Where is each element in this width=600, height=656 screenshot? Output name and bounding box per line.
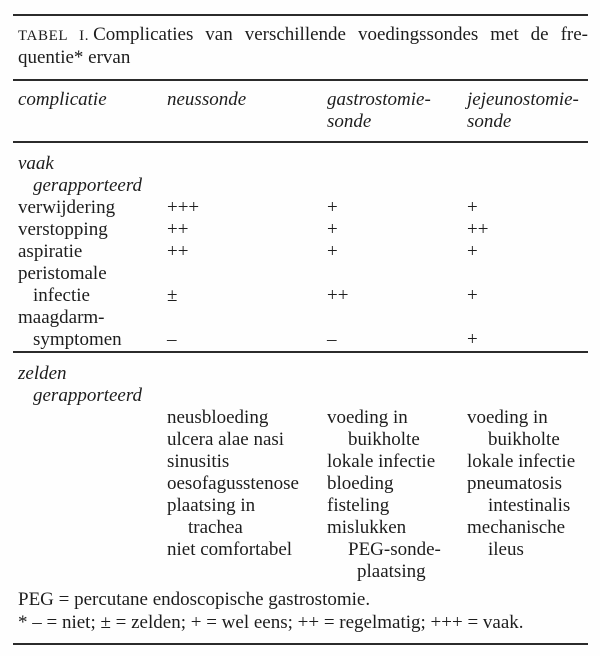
cell-complicatie bbox=[18, 429, 167, 451]
table-row bbox=[13, 307, 588, 329]
table-row bbox=[13, 495, 588, 517]
section-heading-line: vaak bbox=[18, 153, 54, 174]
cell-complicatie bbox=[18, 539, 167, 561]
section-vaak-gerapporteerd bbox=[13, 153, 588, 351]
cell-neussonde: ++ bbox=[167, 241, 189, 262]
rule-below-caption bbox=[13, 79, 588, 81]
cell-neussonde: trachea bbox=[188, 517, 243, 538]
table-header-row bbox=[13, 89, 588, 133]
cell-neussonde: sinusitis bbox=[167, 451, 230, 472]
caption-text: Complicaties van verschillende voedingssondes met de fre- bbox=[93, 24, 588, 45]
cell-neussonde: ± bbox=[167, 285, 178, 306]
cell-gastrostomiesonde: voeding in bbox=[327, 407, 408, 428]
cell-gastrostomiesonde: + bbox=[327, 197, 338, 218]
caption-line-2: quentie* ervan bbox=[18, 47, 131, 68]
section-heading bbox=[13, 153, 588, 197]
table-row bbox=[13, 329, 588, 351]
cell-neussonde: oesofagusstenose bbox=[167, 473, 299, 494]
cell-complicatie: verwijdering bbox=[18, 197, 116, 218]
cell-gastrostomiesonde bbox=[327, 263, 467, 285]
cell-gastrostomiesonde: ++ bbox=[327, 285, 349, 306]
cell-neussonde: plaatsing in bbox=[167, 495, 256, 516]
col-header-complicatie: complicatie bbox=[18, 89, 107, 110]
cell-neussonde bbox=[167, 263, 327, 285]
cell-gastrostomiesonde: + bbox=[327, 219, 338, 240]
table-footnotes bbox=[13, 588, 588, 634]
cell-complicatie bbox=[18, 407, 167, 429]
table-caption bbox=[13, 24, 588, 69]
cell-gastrostomiesonde: bloeding bbox=[327, 473, 394, 494]
cell-neussonde: niet comfortabel bbox=[167, 539, 293, 560]
table-row bbox=[13, 429, 588, 451]
cell-complicatie: symptomen bbox=[33, 329, 122, 350]
cell-complicatie bbox=[18, 561, 167, 583]
section-heading-line: zelden bbox=[18, 363, 67, 384]
cell-gastrostomiesonde: – bbox=[327, 329, 337, 350]
cell-complicatie: verstopping bbox=[18, 219, 108, 240]
cell-complicatie: maagdarm- bbox=[18, 307, 105, 328]
cell-gastrostomiesonde: buikholte bbox=[348, 429, 420, 450]
table-row bbox=[13, 473, 588, 495]
caption-line-1 bbox=[18, 24, 588, 47]
table-row bbox=[13, 451, 588, 473]
cell-jejeunostomiesonde: + bbox=[467, 197, 478, 218]
cell-gastrostomiesonde: lokale infectie bbox=[327, 451, 436, 472]
cell-jejeunostomiesonde: ileus bbox=[488, 539, 524, 560]
rule-bottom bbox=[13, 643, 588, 645]
cell-jejeunostomiesonde bbox=[467, 561, 588, 583]
table-row bbox=[13, 263, 588, 285]
footnote-symbol-legend: * – = niet; ± = zelden; + = wel eens; ++ = regelmatig; +++ = vaak. bbox=[18, 612, 524, 633]
table-row bbox=[13, 241, 588, 263]
cell-neussonde: neusbloeding bbox=[167, 407, 269, 428]
cell-complicatie: infectie bbox=[33, 285, 90, 306]
table-row bbox=[13, 407, 588, 429]
section-heading bbox=[13, 363, 588, 407]
rule-below-header bbox=[13, 141, 588, 143]
cell-neussonde bbox=[167, 307, 327, 329]
cell-complicatie bbox=[18, 517, 167, 539]
cell-jejeunostomiesonde: lokale infectie bbox=[467, 451, 576, 472]
cell-complicatie bbox=[18, 473, 167, 495]
cell-jejeunostomiesonde: + bbox=[467, 285, 478, 306]
cell-jejeunostomiesonde bbox=[467, 263, 588, 285]
section-zelden-gerapporteerd bbox=[13, 363, 588, 583]
cell-gastrostomiesonde: PEG-sonde- bbox=[348, 539, 441, 560]
table-row bbox=[13, 285, 588, 307]
cell-gastrostomiesonde: plaatsing bbox=[357, 561, 426, 582]
cell-gastrostomiesonde: mislukken bbox=[327, 517, 407, 538]
cell-complicatie: aspiratie bbox=[18, 241, 83, 262]
col-header-neussonde: neussonde bbox=[167, 89, 247, 110]
cell-neussonde: – bbox=[167, 329, 177, 350]
table-row bbox=[13, 219, 588, 241]
cell-jejeunostomiesonde: + bbox=[467, 241, 478, 262]
cell-jejeunostomiesonde: ++ bbox=[467, 219, 489, 240]
table-row bbox=[13, 561, 588, 583]
table-row bbox=[13, 517, 588, 539]
cell-gastrostomiesonde: + bbox=[327, 241, 338, 262]
cell-neussonde: ++ bbox=[167, 219, 189, 240]
col-header-jejeunostomiesonde: jejeunostomie- sonde bbox=[467, 89, 579, 132]
footnote-peg-definition: PEG = percutane endoscopische gastrostomie. bbox=[18, 589, 371, 610]
cell-jejeunostomiesonde bbox=[467, 307, 588, 329]
cell-complicatie bbox=[18, 495, 167, 517]
cell-jejeunostomiesonde: buikholte bbox=[488, 429, 560, 450]
cell-gastrostomiesonde bbox=[327, 307, 467, 329]
cell-jejeunostomiesonde: intestinalis bbox=[488, 495, 571, 516]
cell-jejeunostomiesonde: mechanische bbox=[467, 517, 566, 538]
cell-neussonde bbox=[167, 561, 327, 583]
rule-top bbox=[13, 14, 588, 16]
table-row bbox=[13, 197, 588, 219]
cell-complicatie bbox=[18, 451, 167, 473]
cell-jejeunostomiesonde: pneumatosis bbox=[467, 473, 562, 494]
cell-gastrostomiesonde: fisteling bbox=[327, 495, 390, 516]
cell-complicatie: peristomale bbox=[18, 263, 107, 284]
table-number: TABEL I. bbox=[18, 28, 90, 44]
section-heading-line: gerapporteerd bbox=[33, 175, 143, 196]
col-header-gastrostomiesonde: gastrostomie- sonde bbox=[327, 89, 431, 132]
rule-between-sections bbox=[13, 351, 588, 353]
cell-neussonde: ulcera alae nasi bbox=[167, 429, 285, 450]
section-heading-line: gerapporteerd bbox=[33, 385, 143, 406]
cell-jejeunostomiesonde: voeding in bbox=[467, 407, 548, 428]
cell-neussonde: +++ bbox=[167, 197, 200, 218]
table-row bbox=[13, 539, 588, 561]
cell-jejeunostomiesonde: + bbox=[467, 329, 478, 350]
